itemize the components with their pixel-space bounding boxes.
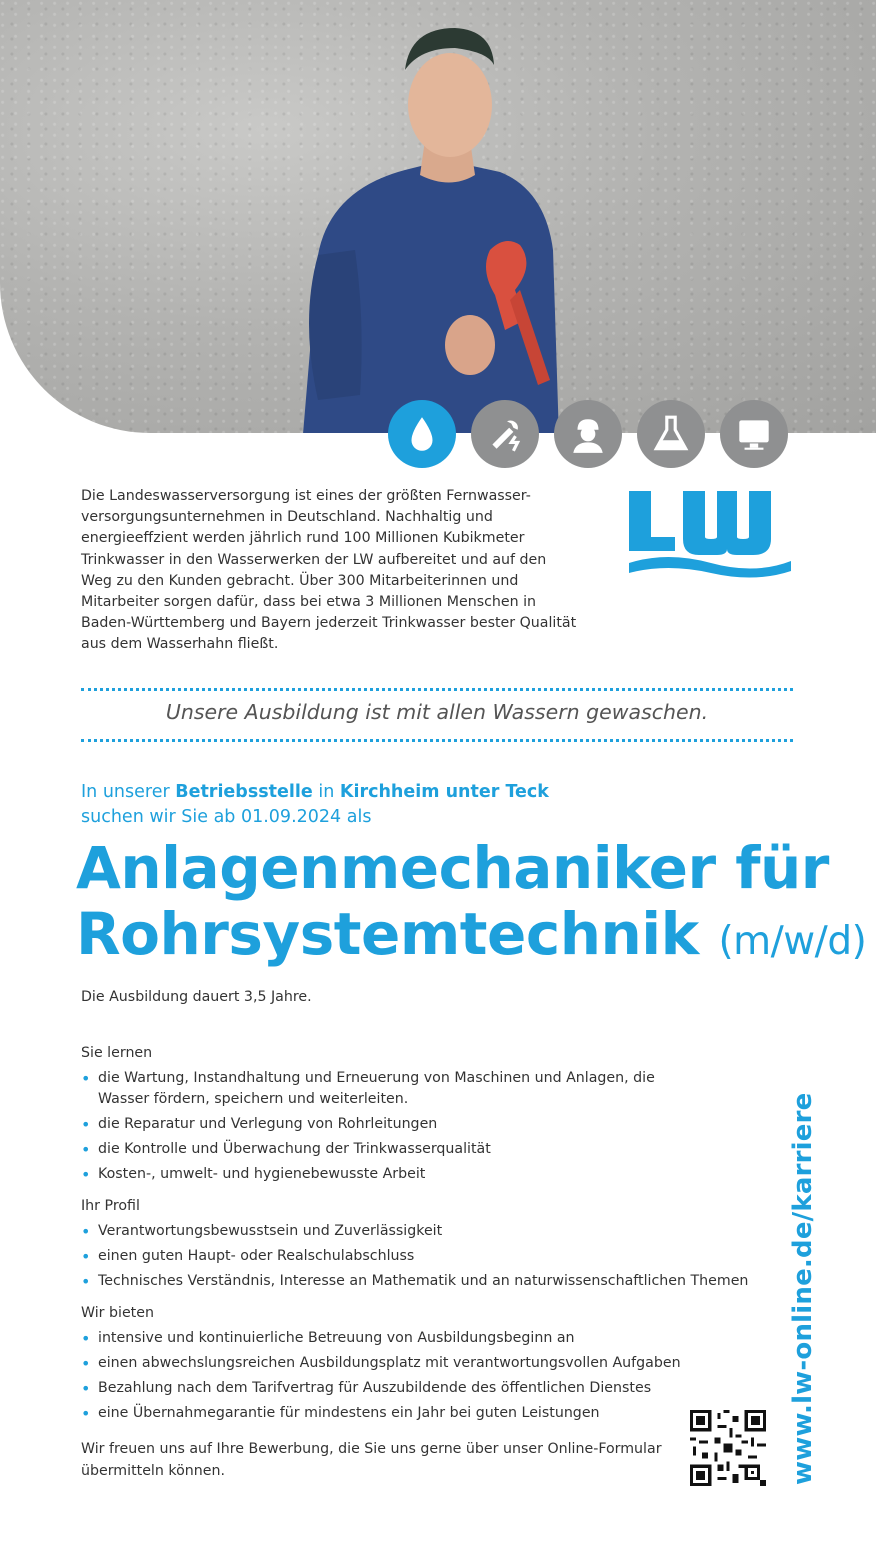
hero-photo bbox=[0, 0, 876, 433]
job-title-line2: Rohrsystemtechnik bbox=[76, 900, 699, 968]
location-pre: In unserer bbox=[81, 782, 170, 802]
location-mid: in bbox=[318, 782, 335, 802]
learn-heading: Sie lernen bbox=[81, 1045, 153, 1061]
list-item: • einen guten Haupt- oder Realschulabschluss bbox=[81, 1246, 771, 1267]
lab-flask-icon bbox=[637, 400, 705, 468]
job-title-line1: Anlagenmechaniker für bbox=[76, 834, 829, 902]
slogan: Unsere Ausbildung ist mit allen Wassern gewaschen. bbox=[165, 700, 709, 724]
profile-list bbox=[81, 1221, 771, 1292]
list-item: • Verantwortungsbewusstsein und Zuverlässigkeit bbox=[81, 1221, 771, 1242]
job-title bbox=[76, 835, 866, 975]
learn-list bbox=[81, 1068, 771, 1185]
offer-list bbox=[81, 1328, 771, 1424]
location-city: Kirchheim unter Teck bbox=[339, 782, 549, 802]
list-item: • intensive und kontinuierliche Betreuung von Ausbildungsbeginn an bbox=[81, 1328, 771, 1349]
computer-monitor-icon bbox=[720, 400, 788, 468]
list-item: • Bezahlung nach dem Tarifvertrag für Auszubildende des öffentlichen Dienstes bbox=[81, 1378, 771, 1399]
location-text bbox=[81, 780, 549, 830]
water-drop-icon bbox=[388, 400, 456, 468]
dotted-divider-top bbox=[81, 688, 793, 691]
list-item: • Technisches Verständnis, Interesse an Mathematik und an naturwissenschaftlichen Themen bbox=[81, 1271, 771, 1292]
worker-helmet-icon bbox=[554, 400, 622, 468]
icon-row bbox=[388, 400, 788, 468]
location-line2: suchen wir Sie ab 01.09.2024 als bbox=[81, 807, 372, 827]
closing-text: Wir freuen uns auf Ihre Bewerbung, die Sie uns gerne über unser Online-Formular übermitteln können. bbox=[81, 1441, 662, 1479]
dotted-divider-bottom bbox=[81, 739, 793, 742]
list-item: • die Reparatur und Verlegung von Rohrleitungen bbox=[81, 1114, 771, 1135]
apprentice-figure bbox=[0, 0, 876, 433]
location-unit: Betriebsstelle bbox=[175, 782, 313, 802]
gender-suffix: (m/w/d) bbox=[718, 919, 867, 964]
lw-logo bbox=[627, 489, 793, 589]
list-item: • die Wartung, Instandhaltung und Erneuerung von Maschinen und Anlagen, die Wasser fördern, speichern und weiterleiten. bbox=[81, 1068, 658, 1110]
company-intro: Die Landeswasserversorgung ist eines der größten Fernwasser-versorgungsunternehmen in Deutschland. Nachhaltig und energieeffzient werden jährlich rund 100 Millionen Kubikmeter Trinkwasser in den Wasserwerken der LW aufbereitet und auf den Weg zu den Kunden gebracht. Über 300 Mitarbeiterinnen und Mitarbeiter sorgen dafür, dass bei etwa 3 Millionen Menschen in Baden-Württemberg und Bayern jederzeit Trinkwasser bester Qualität aus dem Wasserhahn fließt. bbox=[81, 488, 577, 653]
list-item: • eine Übernahmegarantie für mindestens ein Jahr bei guten Leistungen bbox=[81, 1403, 771, 1424]
list-item: • Kosten-, umwelt- und hygienebewusste Arbeit bbox=[81, 1164, 771, 1185]
profile-heading: Ihr Profil bbox=[81, 1198, 140, 1214]
qr-code[interactable] bbox=[690, 1410, 766, 1486]
offer-heading: Wir bieten bbox=[81, 1305, 154, 1321]
tools-icon bbox=[471, 400, 539, 468]
career-url[interactable]: www.lw-online.de/karriere bbox=[788, 1092, 818, 1485]
list-item: • die Kontrolle und Überwachung der Trinkwasserqualität bbox=[81, 1139, 771, 1160]
list-item: • einen abwechslungsreichen Ausbildungsplatz mit verantwortungsvollen Aufgaben bbox=[81, 1353, 771, 1374]
duration-text: Die Ausbildung dauert 3,5 Jahre. bbox=[81, 989, 312, 1005]
job-details bbox=[81, 986, 771, 1482]
